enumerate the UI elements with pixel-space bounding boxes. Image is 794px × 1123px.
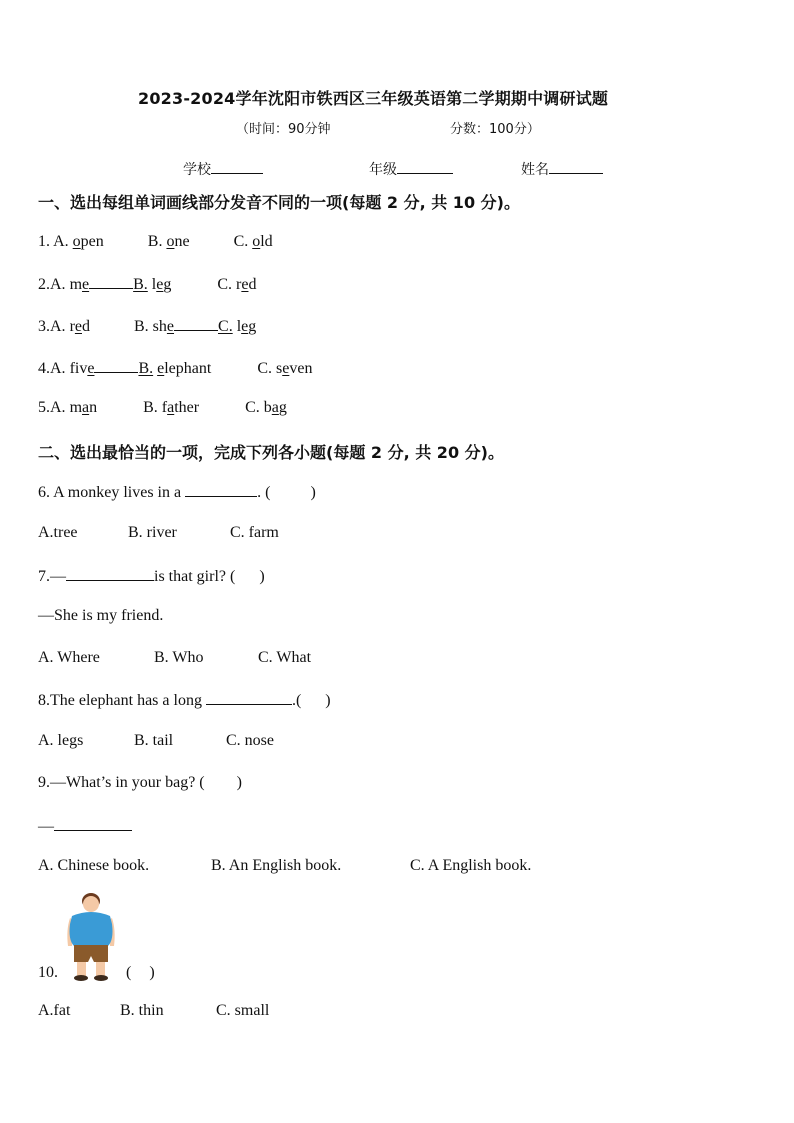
- question-4: [38, 358, 312, 378]
- q8-paren-close: ): [325, 692, 331, 709]
- q3-option-c: C.: [218, 318, 233, 335]
- q8-stem: 8.The elephant has a long: [38, 692, 202, 709]
- q7-reply: —She is my friend.: [38, 607, 164, 624]
- q9-options: [38, 857, 531, 875]
- q2-option-c: C. red: [217, 276, 257, 293]
- q4-blank: [94, 358, 138, 373]
- q9-option-b[interactable]: B. An English book.: [211, 857, 342, 874]
- q5-num: 5.A.: [38, 399, 66, 416]
- q8-options: [38, 732, 274, 750]
- q9-stem: 9.—What’s in your bag? (: [38, 774, 205, 791]
- q4-num: 4.A.: [38, 360, 66, 377]
- section1-heading: 一、选出每组单词画线部分发音不同的一项(每题 2 分, 共 10 分)。: [38, 193, 520, 212]
- section2-heading: 二、选出最恰当的一项，完成下列各小题(每题 2 分, 共 20 分)。: [38, 443, 504, 462]
- q8-paren: .(: [291, 692, 302, 709]
- question-9: [38, 774, 242, 792]
- q7-option-a[interactable]: A. Where: [38, 649, 100, 666]
- q6-option-a[interactable]: A.tree: [38, 524, 78, 541]
- q3-option-b: B. she: [134, 318, 175, 335]
- q7-option-b[interactable]: B. Who: [154, 649, 204, 666]
- q10-option-b[interactable]: B. thin: [120, 1002, 164, 1019]
- question-3: 3.A. red B. she C. leg: [38, 318, 257, 335]
- q2-blank: [89, 274, 133, 289]
- school-field: [183, 159, 263, 179]
- q9-dash: —: [38, 818, 54, 835]
- q5-option-c: C. bag: [245, 399, 287, 416]
- question-1: [38, 233, 273, 251]
- school-blank[interactable]: [211, 159, 263, 174]
- q6-options: [38, 524, 279, 542]
- q6-blank[interactable]: [185, 482, 257, 497]
- q8-blank[interactable]: [206, 690, 292, 705]
- q1-option-a: open: [72, 233, 104, 250]
- grade-label: 年级: [369, 162, 397, 178]
- q6-option-c[interactable]: C. farm: [230, 524, 279, 541]
- q9-option-a[interactable]: A. Chinese book.: [38, 857, 150, 874]
- q6-option-b[interactable]: B. river: [128, 524, 177, 541]
- q7-blank[interactable]: [66, 566, 154, 581]
- q4-option-c: C. seven: [257, 360, 313, 377]
- q10-num: 10.: [38, 964, 58, 981]
- q10-option-a[interactable]: A.fat: [38, 1002, 71, 1019]
- shirt-shape: [70, 912, 113, 946]
- q7-option-c[interactable]: C. What: [258, 649, 312, 666]
- q1-option-c: C. old: [233, 233, 273, 250]
- q1-option-b: B. one: [147, 233, 190, 250]
- question-8: [38, 690, 331, 710]
- question-10: [38, 964, 155, 982]
- exam-time: （时间：90分钟: [236, 122, 331, 137]
- q9-blank[interactable]: [54, 816, 132, 831]
- q6-stem: 6. A monkey lives in a: [38, 484, 182, 501]
- question-2: 2.A. me B. leg C. red: [38, 276, 257, 293]
- q8-option-a[interactable]: A. legs: [38, 732, 84, 749]
- q8-option-c[interactable]: C. nose: [226, 732, 274, 749]
- q7-stem: is that girl? (: [154, 568, 236, 585]
- q6-paren: . (: [257, 484, 271, 501]
- q7-stem-pre: 7.—: [38, 568, 66, 585]
- name-label: 姓名: [521, 162, 549, 178]
- q2-option-a: me: [69, 276, 90, 293]
- q3-blank: [174, 316, 218, 331]
- q10-paren: (: [126, 964, 132, 981]
- q4-option-b: elephant: [157, 360, 212, 377]
- q5-option-b: B. father: [143, 399, 200, 416]
- q8-option-b[interactable]: B. tail: [134, 732, 174, 749]
- exam-score: 分数：100分）: [450, 122, 540, 137]
- head-shape: [83, 896, 99, 912]
- name-field: [521, 159, 603, 179]
- q10-option-c[interactable]: C. small: [216, 1002, 270, 1019]
- q3-option-a: red: [69, 318, 90, 335]
- q4-option-a: five: [69, 360, 95, 377]
- question-6: [38, 482, 316, 502]
- grade-blank[interactable]: [397, 159, 453, 174]
- q9-option-c[interactable]: C. A English book.: [410, 857, 532, 874]
- q2-num: 2.A.: [38, 276, 66, 293]
- school-label: 学校: [183, 162, 211, 178]
- question-7: [38, 566, 265, 586]
- q5-option-a: man: [69, 399, 98, 416]
- q7-paren-close: ): [259, 568, 265, 585]
- grade-field: [369, 159, 453, 179]
- q9-paren-close: ): [236, 774, 242, 791]
- q6-paren-close: ): [310, 484, 316, 501]
- shorts-shape: [74, 945, 108, 962]
- page-title: 2023-2024学年沈阳市铁西区三年级英语第二学期期中调研试题: [138, 89, 609, 108]
- q9-reply: [38, 816, 132, 836]
- q7-options: [38, 649, 311, 667]
- q4-option-b-label: B.: [138, 360, 154, 377]
- q1-num: 1. A.: [38, 233, 69, 250]
- q2-option-b: B.: [133, 276, 148, 293]
- q3-num: 3.A.: [38, 318, 66, 335]
- question-5: [38, 399, 287, 417]
- q10-paren-close: ): [149, 964, 155, 981]
- name-blank[interactable]: [549, 159, 603, 174]
- q10-options: [38, 1002, 269, 1020]
